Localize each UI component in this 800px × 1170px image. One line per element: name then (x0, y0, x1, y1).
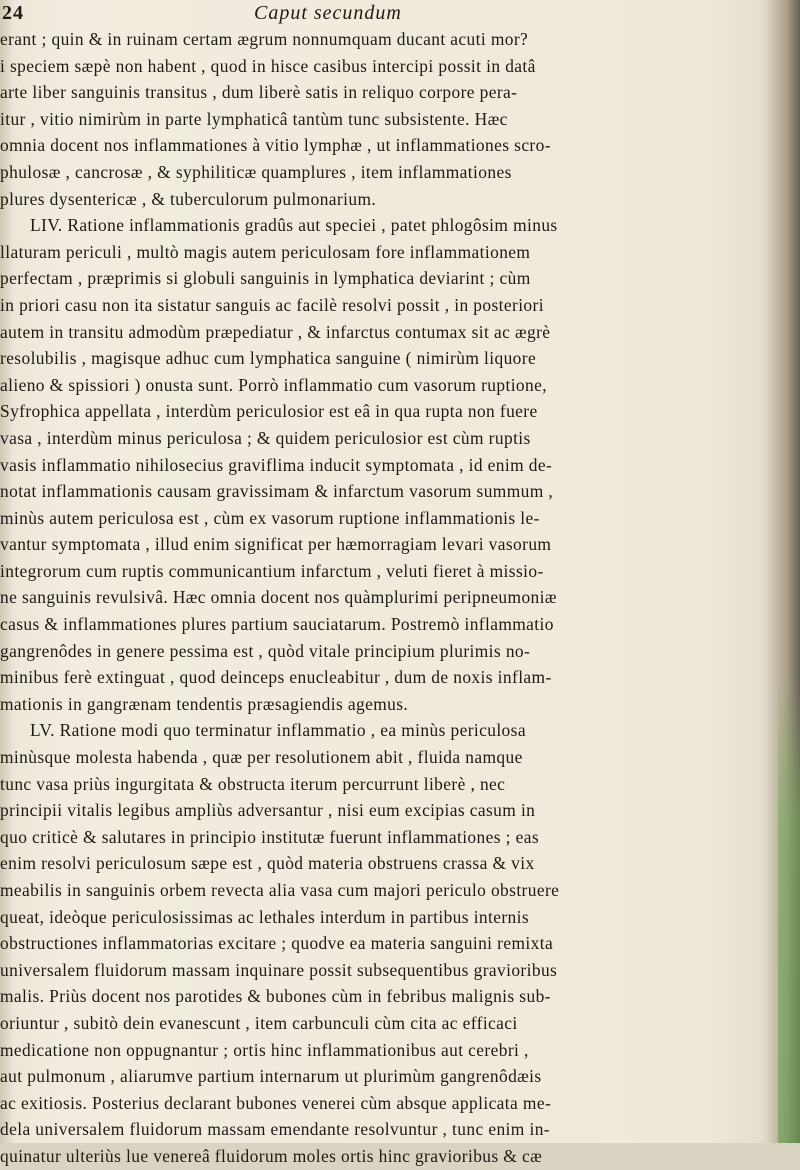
paragraph-start-lv: LV. Ratione modi quo terminatur inflammatio , ea minùs periculosa (30, 720, 526, 741)
text-line: enim resolvi periculosum sæpe est , quòd materia obstruens crassa & vix (0, 853, 535, 874)
running-title: Caput secundum (254, 2, 402, 24)
text-line: minùs autem periculosa est , cùm ex vasorum ruptione inflammationis le- (0, 507, 540, 528)
text-line: minibus ferè extinguat , quod deinceps enucleabitur , dum de noxis inflam- (0, 667, 552, 688)
text-line: queat, ideòque periculosissimas ac lethales interdum in partibus internis (0, 906, 530, 927)
text-line: dela universalem fluidorum massam emendante resolvuntur , tunc enim in- (0, 1119, 550, 1140)
text-line: tunc vasa priùs ingurgitata & obstructa iterum percurrunt liberè , nec (0, 773, 506, 794)
text-line: quo criticè & salutares in principio institutæ fuerunt inflammationes ; eas (0, 826, 540, 847)
text-line: gangrenôdes in genere pessima est , quòd vitale principium plurimis no- (0, 640, 531, 661)
text-line: i speciem sæpè non habent , quod in hisce casibus intercipi possit in datâ (0, 55, 536, 76)
text-line: obstructiones inflammatorias excitare ; quodve ea materia sanguini remixta (0, 933, 554, 954)
text-line: llaturam periculi , multò magis autem periculosam fore inflammationem (0, 241, 531, 262)
text-line: integrorum cum ruptis communicantium infarctum , veluti fieret à missio- (0, 560, 544, 581)
text-line: omnia docent nos inflammationes à vitio lymphæ , ut inflammationes scro- (0, 135, 551, 156)
text-line: vasa , interdùm minus periculosa ; & quidem periculosior est cùm ruptis (0, 427, 531, 448)
body-text (0, 26, 790, 1170)
text-line: itur , vitio nimirùm in parte lymphaticâ tantùm tunc subsistente. Hæc (0, 108, 508, 129)
text-line: oriuntur , subitò dein evanescunt , item carbunculi cùm cita ac efficaci (0, 1012, 518, 1033)
text-line: vantur symptomata , illud enim significat per hæmorragiam levari vasorum (0, 534, 552, 555)
text-line: plures dysentericæ , & tuberculorum pulmonarium. (0, 188, 377, 209)
page-header (0, 2, 800, 26)
text-line: malis. Priùs docent nos parotides & bubones cùm in febribus malignis sub- (0, 986, 551, 1007)
text-line: resolubilis , magisque adhuc cum lymphatica sanguine ( nimirùm liquore (0, 348, 537, 369)
text-line: medicatione non oppugnantur ; ortis hinc inflammationibus aut cerebri , (0, 1039, 529, 1060)
text-line: meabilis in sanguinis orbem revecta alia vasa cum majori periculo obstruere (0, 880, 560, 900)
text-line: alieno & spissiori ) onusta sunt. Porrò inflammatio cum vasorum ruptione, (0, 374, 547, 395)
text-line: Syfrophica appellata , interdùm periculosior est eâ in qua rupta non fuere (0, 401, 538, 422)
text-line: in priori casu non ita sistatur sanguis ac facilè resolvi possit , in posteriori (0, 294, 544, 315)
text-line: ne sanguinis revulsivâ. Hæc omnia docent nos quàmplurimi peripneumoniæ (0, 587, 557, 608)
page-number: 24 (2, 2, 24, 24)
text-line: perfectam , præprimis si globuli sanguinis in lymphatica deviarint ; cùm (0, 268, 531, 289)
text-line: casus & inflammationes plures partium sauciatarum. Postremò inflammatio (0, 614, 554, 635)
text-line: universalem fluidorum massam inquinare possit subsequentibus gravioribus (0, 959, 558, 980)
text-line: principii vitalis legibus ampliùs adversantur , nisi eum excipias casum in (0, 800, 536, 821)
paragraph-start-liv: LIV. Ratione inflammationis gradûs aut speciei , patet phlogôsim minus (30, 215, 558, 236)
text-line: ac exitiosis. Posterius declarant bubones venerei cùm absque applicata me- (0, 1092, 552, 1113)
text-line: minùsque molesta habenda , quæ per resolutionem abit , fluida namque (0, 747, 523, 768)
text-line: phulosæ , cancrosæ , & syphiliticæ quamplures , item inflammationes (0, 161, 512, 182)
text-line: quinatur ulteriùs lue venereâ fluidorum moles ortis hinc gravioribus & cæ (0, 1145, 543, 1166)
text-line: notat inflammationis causam gravissimam & infarctum vasorum summum , (0, 481, 554, 502)
text-line: autem in transitu admodùm præpediatur , & infarctus contumax sit ac ægrè (0, 321, 551, 342)
text-line: arte liber sanguinis transitus , dum liberè satis in reliquo corpore pera- (0, 82, 518, 103)
text-line: erant ; quin & in ruinam certam ægrum nonnumquam ducant acuti mor? (0, 29, 529, 49)
text-line: mationis in gangrænam tendentis præsagiendis agemus. (0, 693, 409, 714)
text-line: vasis inflammatio nihilosecius graviflima inducit symptomata , id enim de- (0, 454, 553, 475)
text-line: aut pulmonum , aliarumve partium internarum ut plurimùm gangrenôdæis (0, 1066, 542, 1087)
